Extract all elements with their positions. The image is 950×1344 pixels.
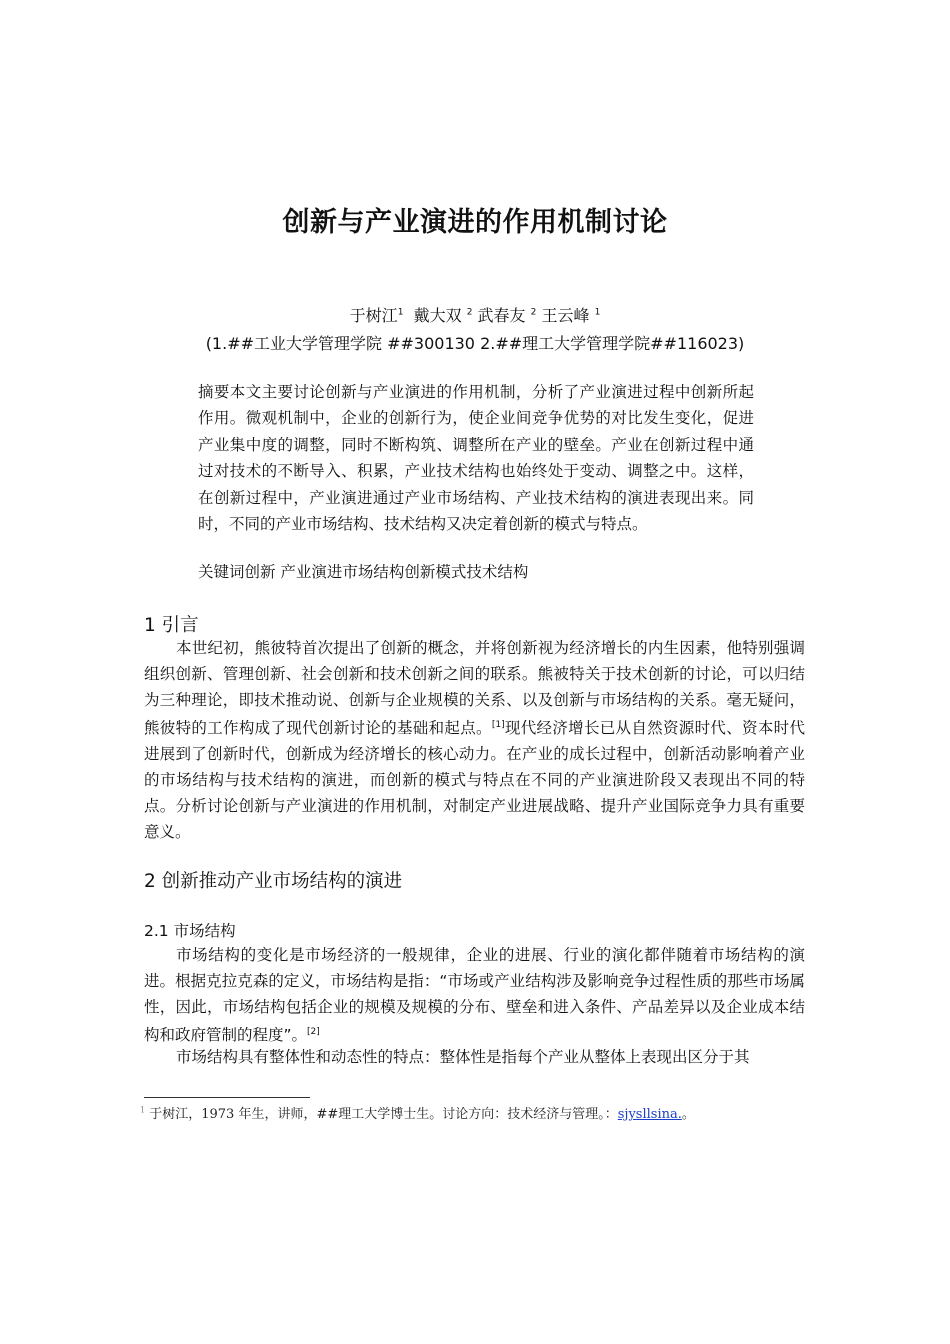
intro-text-a: 本世纪初，熊彼特首次提出了创新的概念，并将创新视为经济增长的内生因素，他特别强调组织创新、管理创新、社会创新和技术创新之间的联系。熊被特关于技术创新的讨论，可以归结为三种理论，即技术推动说、创新与企业规模的关系、以及创新与市场结构的关系。毫无疑问，熊彼特的工作构成了现代创新讨论的基础和起点。 (144, 639, 805, 738)
market-paragraph-1 (144, 943, 805, 1049)
subsection-heading-market-structure: 2.1 市场结构 (144, 922, 236, 940)
abstract: 摘要本文主要讨论创新与产业演进的作用机制，分析了产业演进过程中创新所起作用。微观机制中，企业的创新行为，使企业间竞争优势的对比发生变化，促进产业集中度的调整，同时不断构筑、调整所在产业的壁垒。产业在创新过程中通过对技术的不断导入、积累，产业技术结构也始终处于变动、调整之中。这样，在创新过程中，产业演进通过产业市场结构、产业技术结构的演进表现出来。同时，不同的产业市场结构、技术结构又决定着创新的模式与特点。 (198, 383, 754, 534)
footnote-divider (144, 1097, 310, 1098)
author-sup: 1 (594, 307, 601, 318)
author-name: 于树江 (349, 306, 398, 325)
section-heading-market: 2 创新推动产业市场结构的演进 (144, 871, 403, 892)
section-heading-intro: 1 引言 (144, 615, 199, 636)
market-text-1: 市场结构的变化是市场经济的一般规律，企业的进展、行业的演化都伴随着市场结构的演进。根据克拉克森的定义，市场结构是指：“市场或产业结构涉及影响竞争过程性质的那些市场属性，因此，市场结构包括企业的规模及规模的分布、壁垒和进入条件、产品差异以及企业成本结构和政府管制的程度”。 (144, 946, 805, 1045)
author-sup: 2 (530, 307, 537, 318)
author-line (0, 303, 950, 326)
intro-text-b: 现代经济增长已从自然资源时代、资本时代进展到了创新时代，创新成为经济增长的核心动力。在产业的成长过程中，创新活动影响着产业的市场结构与技术结构的演进，而创新的模式与特点在不同的产业演进阶段又表现出不同的特点。分析讨论创新与产业演进的作用机制，对制定产业进展战略、提升产业国际竞争力具有重要意义。 (144, 719, 805, 841)
author-name: 王云峰 (541, 306, 590, 325)
citation-2: [2] (307, 1027, 320, 1038)
affiliation-line: (1.##工业大学管理学院 ##300130 2.##理工大学管理学院##116023) (205, 334, 745, 353)
author-name: 戴大双 (413, 306, 462, 325)
footnote-end: 。 (681, 1107, 695, 1122)
author-name: 武春友 (477, 306, 526, 325)
intro-paragraph (144, 636, 805, 846)
email-link[interactable]: sjysllsina. (617, 1107, 682, 1122)
market-paragraph-2: 市场结构具有整体性和动态性的特点：整体性是指每个产业从整体上表现出区分于其 (176, 1048, 750, 1066)
footnote (140, 1103, 695, 1122)
author-sup: 1 (397, 307, 404, 318)
footnote-marker: 1 (140, 1105, 146, 1115)
keywords: 关键词创新 产业演进市场结构创新模式技术结构 (198, 563, 529, 581)
paper-title: 创新与产业演进的作用机制讨论 (282, 207, 668, 238)
footnote-text: 于树江，1973 年生，讲师，##理工大学博士生。讨论方向：技术经济与管理。： (149, 1107, 618, 1122)
author-sup: 2 (466, 307, 473, 318)
citation-1: [1] (491, 720, 505, 731)
